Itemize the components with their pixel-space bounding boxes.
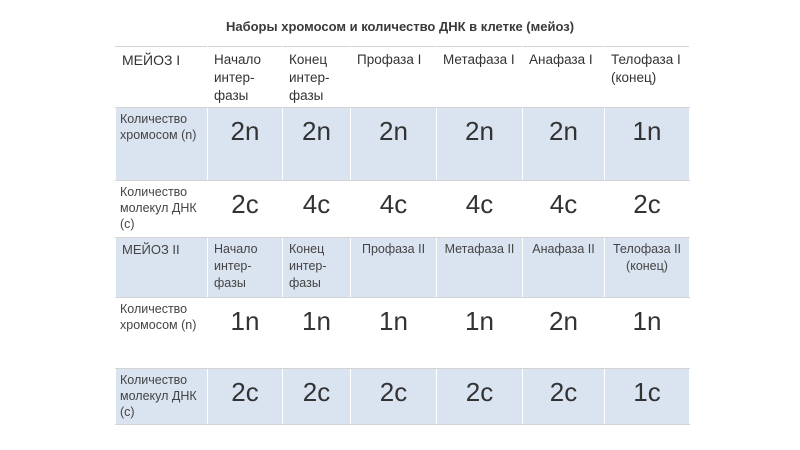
row-label: Количество молекул ДНК (с): [116, 369, 208, 425]
dna-count-row: [116, 369, 690, 425]
meiosis-table: [115, 46, 690, 425]
table-cell: 1n: [208, 298, 283, 369]
table-cell: 2n: [523, 108, 605, 181]
phase-header: Начало интер-фазы: [208, 47, 283, 108]
meiosis1-header-row: [116, 47, 690, 108]
phase-header: Анафаза II: [523, 238, 605, 298]
table-cell: 2c: [605, 181, 690, 238]
phase-header: Телофаза I (конец): [605, 47, 690, 108]
phase-header: Начало интер-фазы: [208, 238, 283, 298]
table-cell: 2c: [351, 369, 437, 425]
meiosis2-header-row: [116, 238, 690, 298]
phase-header: Метафаза I: [437, 47, 523, 108]
table-cell: 1n: [605, 108, 690, 181]
row-label: Количество хромосом (n): [116, 298, 208, 369]
table-cell: 4c: [437, 181, 523, 238]
table-cell: 4c: [351, 181, 437, 238]
table-cell: 2c: [283, 369, 351, 425]
chromosome-count-row: [116, 108, 690, 181]
table-cell: 1n: [351, 298, 437, 369]
row-label: Количество молекул ДНК (с): [116, 181, 208, 238]
table-cell: 1n: [437, 298, 523, 369]
table-cell: 2n: [437, 108, 523, 181]
table-cell: 2c: [437, 369, 523, 425]
table-cell: 2c: [208, 181, 283, 238]
phase-header: Конец интер-фазы: [283, 47, 351, 108]
phase-header: Телофаза II (конец): [605, 238, 690, 298]
phase-header: Конец интер-фазы: [283, 238, 351, 298]
meiosis2-label: МЕЙОЗ II: [116, 238, 208, 298]
table-cell: 2n: [283, 108, 351, 181]
dna-count-row: [116, 181, 690, 238]
table-cell: 2c: [523, 369, 605, 425]
table-cell: 4c: [283, 181, 351, 238]
table-cell: 1c: [605, 369, 690, 425]
phase-header: Профаза I: [351, 47, 437, 108]
table-title: Наборы хромосом и количество ДНК в клетке (мейоз): [225, 19, 575, 34]
table-cell: 4c: [523, 181, 605, 238]
table-cell: 2n: [523, 298, 605, 369]
phase-header: Анафаза I: [523, 47, 605, 108]
phase-header: Метафаза II: [437, 238, 523, 298]
row-label: Количество хромосом (n): [116, 108, 208, 181]
table-cell: 2n: [351, 108, 437, 181]
table-cell: 2n: [208, 108, 283, 181]
meiosis1-label: МЕЙОЗ I: [116, 47, 208, 108]
table-cell: 2c: [208, 369, 283, 425]
phase-header: Профаза II: [351, 238, 437, 298]
table-cell: 1n: [605, 298, 690, 369]
chromosome-count-row: [116, 298, 690, 369]
table-cell: 1n: [283, 298, 351, 369]
